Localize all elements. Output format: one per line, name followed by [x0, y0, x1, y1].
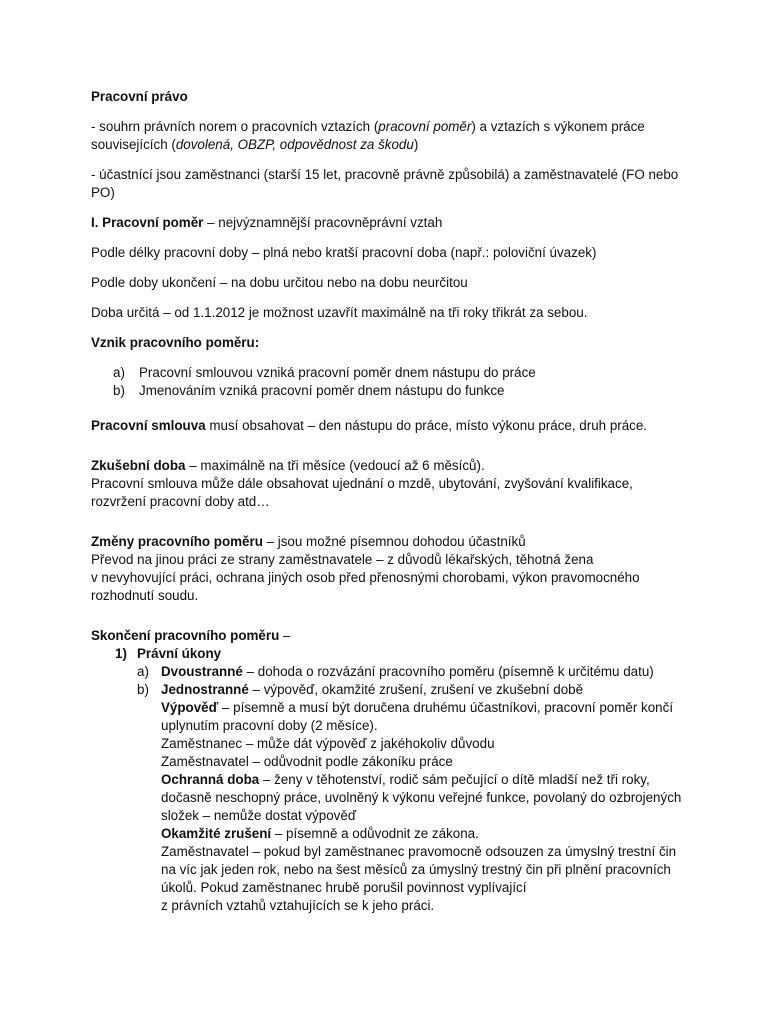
list-item: b) Jednostranné – výpověď, okamžité zrušení, zrušení ve zkušební době [137, 682, 584, 697]
list-item: a) Dvoustranné – dohoda o rozvázání pracovního poměru (písemně k určitému datu) [137, 664, 654, 679]
smlouva-paragraph: Pracovní smlouva musí obsahovat – den nástupu do práce, místo výkonu práce, druh práce. [91, 418, 648, 433]
vznik-list [91, 364, 688, 400]
length-paragraph: Podle délky pracovní doby – plná nebo kratší pracovní doba (např.: poloviční úvazek) [91, 245, 597, 260]
term-paragraph: Podle doby ukončení – na dobu určitou nebo na dobu neurčitou [91, 275, 468, 290]
section-pracovni-pomer: I. Pracovní poměr – nejvýznamnější pracovněprávní vztah [91, 215, 443, 230]
definition-paragraph: - souhrn právních norem o pracovních vztazích (pracovní poměr) a vztazích s výkonem práce souvisejících (dovolená, OBZP, odpovědnost za škodu) [91, 119, 645, 152]
list-item: a) Pracovní smlouvou vzniká pracovní poměr dnem nástupu do práce [113, 365, 536, 380]
fixed-term-paragraph: Doba určitá – od 1.1.2012 je možnost uzavřít maximálně na tři roky třikrát za sebou. [91, 305, 588, 320]
participants-paragraph: - účastnící jsou zaměstnanci (starší 15 let, pracovně právně způsobilá) a zaměstnavatelé (FO nebo PO) [91, 167, 679, 200]
document-title: Pracovní právo [91, 89, 188, 104]
vznik-heading: Vznik pracovního poměru: [91, 335, 260, 350]
jednostranne-details: Výpověď – písemně a musí být doručena druhému účastníkovi, pracovní poměr končí uplynutím pracovní doby (2 měsíce). Zaměstnanec – může dát výpověď z jakéhokoliv důvodu Zaměstnavatel – odůvodnit podle zákoníku práce Ochranná doba – ženy v těhotenství, rodič sám pečující o dítě mladší než tři roky, dočasně neschopný práce, uvolněný k výkonu veřejné funkce, povolaný do ozbrojených složek – nemůže dostat výpověď Okamžité zrušení – písemně a odůvodnit ze zákona. Zaměstnavatel – pokud byl zaměstnanec pravomocně odsouzen za úmyslný trestní čin na víc jak jeden rok, nebo na šest měsíců za úmyslný trestný čin při plnění pracovních úkolů. Pokud zaměstnanec hrubě porušil povinnost vyplívající z právních vztahů vztahujících se k jeho práci. [161, 700, 682, 913]
zkusebni-block: Zkušební doba – maximálně na tři měsíce (vedoucí až 6 měsíců). Pracovní smlouva může dále obsahovat ujednání o mzdě, ubytování, zvyšování kvalifikace, rozvržení pracovní doby atd… [91, 458, 633, 509]
list-item: 1) Právní úkony [115, 646, 222, 661]
skonceni-block: Skončení pracovního poměru – 1) Právní úkony a) Dvoustranné – dohoda o rozvázání pracovního poměru (písemně k určitému datu) b) Jednostranné – výpověď, okamžité zrušení, zrušení ve zkušební době Výpověď – písemně a musí být doručena druhému účastníkovi, pracovní poměr končí uplynutím pracovní doby (2 měsíce). Zaměstnanec – může dát výpověď z jakéhokoliv důvodu Zaměstnavatel – odůvodnit podle zákoníku práce Ochranná doba – ženy v těhotenství, rodič sám pečující o dítě mladší než tři roky, dočasně neschopný práce, uvolněný k výkonu veřejné funkce, povolaný do ozbrojených složek – nemůže dostat výpověď Okamžité zrušení – písemně a odůvodnit ze zákona. Zaměstnavatel – pokud byl zaměstnanec pravomocně odsouzen za úmyslný trestní čin na víc jak jeden rok, nebo na šest měsíců za úmyslný trestný čin při plnění pracovních úkolů. Pokud zaměstnanec hrubě porušil povinnost vyplívající z právních vztahů vztahujících se k jeho práci. [91, 627, 688, 915]
zmeny-block: Změny pracovního poměru – jsou možné písemnou dohodou účastníků Převod na jinou práci ze strany zaměstnavatele – z důvodů lékařských, těhotná žena v nevyhovující práci, ochrana jiných osob před přenosnými chorobami, výkon pravomocného rozhodnutí soudu. [91, 534, 640, 603]
list-item: b) Jmenováním vzniká pracovní poměr dnem nástupu do funkce [113, 383, 505, 398]
